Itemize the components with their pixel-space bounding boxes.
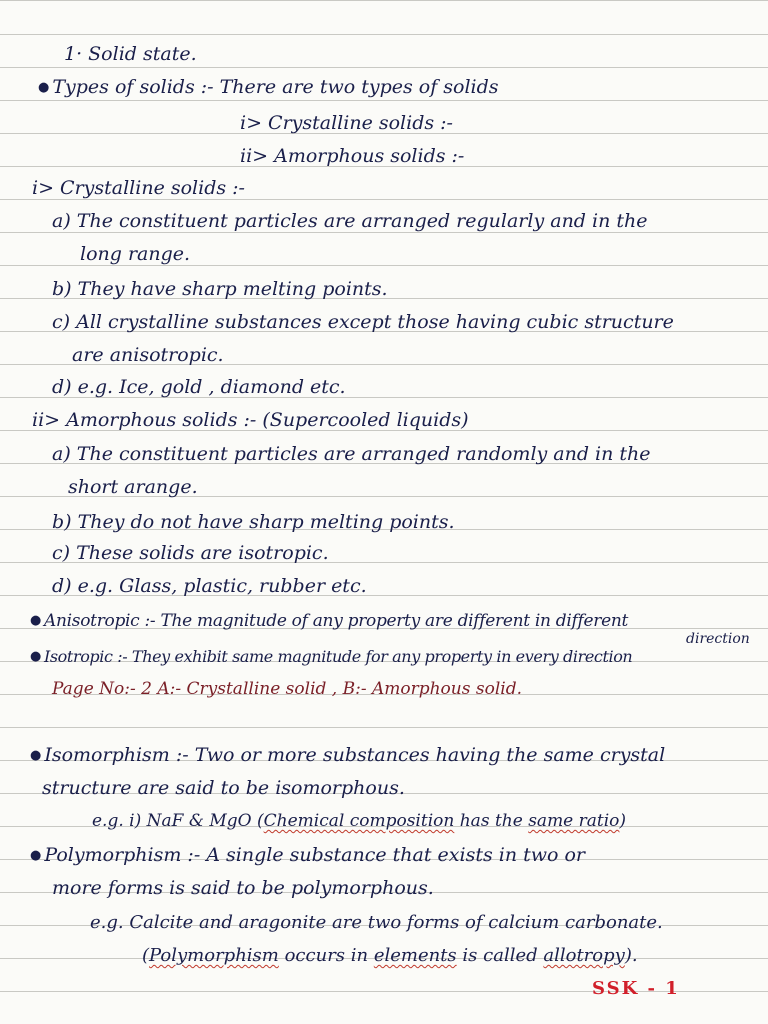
note-isotropic: ● Isotropic :- They exhibit same magnitude for any property in every direction — [30, 640, 768, 673]
note-anisotropic-direction: direction — [686, 631, 750, 647]
page-signature: SSK - 1 — [592, 978, 680, 999]
note-crystalline-c-cont: are anisotropic. — [72, 344, 224, 366]
heading-amorphous-solids: ii> Amorphous solids :- (Supercooled liquids) — [32, 409, 469, 431]
note-isomorphism: ● Isomorphism :- Two or more substances having the same crystal — [30, 739, 768, 772]
note-polymorphism-allotropy — [142, 939, 768, 972]
note-polymorphism: ● Polymorphism :- A single substance that exists in two or — [30, 839, 768, 872]
note-amorphous-c: c) These solids are isotropic. — [52, 542, 329, 564]
note-anisotropic: ● Anisotropic :- The magnitude of any property are different in different — [30, 604, 768, 637]
note-crystalline-a-cont: long range. — [80, 243, 191, 265]
note-crystalline-item: i> Crystalline solids :- — [240, 112, 453, 134]
note-crystalline-d: d) e.g. Ice, gold , diamond etc. — [52, 376, 346, 398]
heading-crystalline-solids: i> Crystalline solids :- — [32, 177, 245, 199]
note-amorphous-a-cont: short arange. — [68, 476, 198, 498]
underlined-term: Polymorphism — [149, 945, 279, 966]
note-text: is called — [456, 945, 544, 966]
note-amorphous-d: d) e.g. Glass, plastic, rubber etc. — [52, 575, 367, 597]
note-text: ( — [142, 945, 150, 966]
heading-solid-state: 1· Solid state. — [64, 43, 197, 65]
note-amorphous-a: a) The constituent particles are arranged randomly and in the — [52, 443, 651, 465]
note-isomorphism-example — [92, 805, 768, 838]
note-text: occurs in — [278, 945, 374, 966]
note-polymorphism-cont: more forms is said to be polymorphous. — [52, 877, 434, 899]
example-text: e.g. i) NaF & MgO ( — [92, 811, 264, 831]
note-crystalline-a: a) The constituent particles are arranged regularly and in the — [52, 210, 648, 232]
underlined-term: allotropy — [543, 945, 625, 966]
example-text: has the — [454, 811, 529, 831]
note-polymorphism-example: e.g. Calcite and aragonite are two forms of calcium carbonate. — [90, 912, 663, 933]
underlined-term: Chemical composition — [263, 811, 455, 831]
note-text: ). — [624, 945, 638, 966]
note-crystalline-c: c) All crystalline substances except those having cubic structure — [52, 311, 674, 333]
underlined-term: same ratio — [528, 811, 620, 831]
note-types-of-solids: ● Types of solids :- There are two types of solids — [38, 71, 768, 104]
note-amorphous-item: ii> Amorphous solids :- — [240, 145, 465, 167]
example-text: ) — [619, 811, 627, 831]
note-amorphous-b: b) They do not have sharp melting points. — [52, 511, 455, 533]
note-page-reference: Page No:- 2 A:- Crystalline solid , B:- Amorphous solid. — [52, 679, 522, 699]
note-isomorphism-cont: structure are said to be isomorphous. — [42, 777, 405, 799]
underlined-term: elements — [373, 945, 457, 966]
note-crystalline-b: b) They have sharp melting points. — [52, 278, 388, 300]
